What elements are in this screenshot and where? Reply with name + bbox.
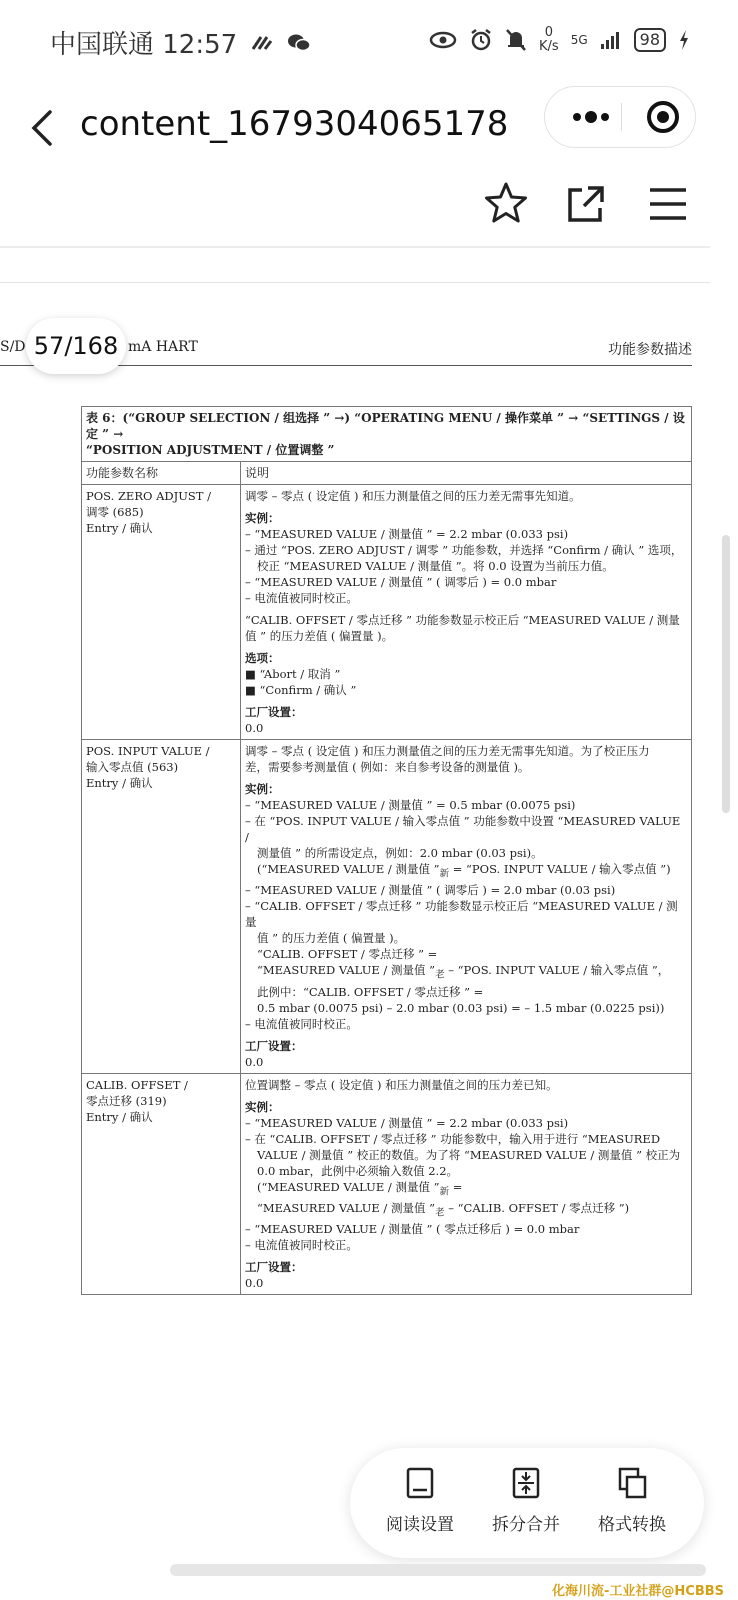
param-desc-cell: 调零 – 零点 ( 设定值 ) 和压力测量值之间的压力差无需事先知道。 实例： – “MEASURED VALUE / 测量值 ” = 2.2 mbar (0.033 psi) – 通过 “POS. ZERO ADJUST / 调零 ” 功能参数，并选择 “Confirm / 确认 ” 选项， 校正 “MEASURED VALUE / 测量值 ”。将 0.0 设置为当前压力值。 – “MEASURED VALUE / 测量值 ” ( 调零后 ) = 0.0 mbar – 电流值被同时校正。 “CALIB. OFFSET / 零点迁移 ” 功能参数显示校正后 “MEASURED VALUE / 测量 值 ” 的压力差值 ( 偏置量 )。 选项： ■ “Abort / 取消 ” ■ “Confirm / 确认 ” 工厂设置： 0.0 xyxy=(241,485,692,740)
table-row xyxy=(82,1073,692,1295)
status-bar xyxy=(0,0,738,84)
vertical-scrollbar[interactable] xyxy=(722,535,730,813)
split-merge-label: 拆分合并 xyxy=(492,1515,560,1535)
page-indicator: 57/168 xyxy=(26,318,126,374)
param-name-cell: POS. INPUT VALUE / 输入零点值 (563) Entry / 确认 xyxy=(82,740,241,1074)
table-header-row xyxy=(82,462,692,485)
table-row xyxy=(82,485,692,740)
split-merge-icon xyxy=(510,1466,542,1500)
toolbar-divider xyxy=(0,246,710,248)
col-header-desc: 说明 xyxy=(241,462,692,485)
format-convert-icon xyxy=(616,1466,648,1500)
param-name-cell: CALIB. OFFSET / 零点迁移 (319) Entry / 确认 xyxy=(82,1073,241,1295)
header-left: S/D xyxy=(0,339,26,355)
parameter-table xyxy=(81,406,692,1295)
star-icon[interactable] xyxy=(482,180,530,228)
signal-5g: 5G xyxy=(570,33,588,47)
read-settings-button[interactable] xyxy=(370,1466,470,1535)
header-model: mA HART xyxy=(128,339,198,355)
more-dots-icon[interactable] xyxy=(569,105,613,129)
data-saver-icon xyxy=(251,33,273,53)
horizontal-scrollbar[interactable] xyxy=(170,1564,706,1576)
col-header-name: 功能参数名称 xyxy=(82,462,241,485)
carrier-time-group xyxy=(50,24,311,61)
title-bar xyxy=(0,84,738,174)
read-settings-label: 阅读设置 xyxy=(386,1515,454,1535)
status-icons xyxy=(429,26,690,54)
close-target-icon[interactable] xyxy=(645,99,681,135)
wechat-icon xyxy=(287,33,311,53)
carrier-time: 中国联通 12:57 xyxy=(50,30,238,60)
share-icon[interactable] xyxy=(562,180,610,228)
signal-bars-icon xyxy=(600,30,622,50)
bottom-action-panel xyxy=(350,1448,704,1558)
net-speed: 0 K/s xyxy=(539,25,559,54)
capsule-divider xyxy=(621,103,622,131)
page-title: content_1679304065178 xyxy=(80,104,509,144)
back-arrow-icon[interactable] xyxy=(24,106,64,150)
read-settings-icon xyxy=(404,1466,436,1500)
param-desc-cell: 调零 – 零点 ( 设定值 ) 和压力测量值之间的压力差无需事先知道。为了校正压力 差，需要参考测量值 ( 例如：来自参考设备的测量值 )。 实例： – “MEASURED VALUE / 测量值 ” = 0.5 mbar (0.0075 psi) – 在 “POS. INPUT VALUE / 输入零点值 ” 功能参数中设置 “MEASURED VALUE / 测量值 ” 的所需设定点，例如：2.0 mbar (0.03 psi)。 (“MEASURED VALUE / 测量值 $”_新$ = “POS. INPUT VALUE / 输入零点值 ”) – “MEASURED VALUE / 测量值 ” ( 调零后 ) = 2.0 mbar (0.03 psi) – “CALIB. OFFSET / 零点迁移 ” 功能参数显示校正后 “MEASURED VALUE / 测量 值 ” 的压力差值 ( 偏置量 )。 “CALIB. OFFSET / 零点迁移 ” = “MEASURED VALUE / 测量值 $”_老$ – “POS. INPUT VALUE / 输入零点值 ”， 此例中：“CALIB. OFFSET / 零点迁移 ” = 0.5 mbar (0.0075 psi) – 2.0 mbar (0.03 psi) = – 1.5 mbar (0.0225 psi)) – 电流值被同时校正。 工厂设置： 0.0 xyxy=(241,740,692,1074)
format-convert-label: 格式转换 xyxy=(598,1515,666,1535)
split-merge-button[interactable] xyxy=(476,1466,576,1535)
charging-icon xyxy=(678,29,690,51)
table-row xyxy=(82,740,692,1074)
mute-bell-icon xyxy=(505,28,527,52)
table-caption: 表 6：(“GROUP SELECTION / 组选择 ” →) “OPERATING MENU / 操作菜单 ” → “SETTINGS / 设定 ” → “POSITION ADJUSTMENT / 位置调整 ” xyxy=(82,407,692,462)
battery-level: 98 xyxy=(634,28,666,52)
param-desc-cell: 位置调整 – 零点 ( 设定值 ) 和压力测量值之间的压力差已知。 实例： – “MEASURED VALUE / 测量值 ” = 2.2 mbar (0.033 psi) – 在 “CALIB. OFFSET / 零点迁移 ” 功能参数中，输入用于进行 “MEASURED VALUE / 测量值 ” 校正的数值。为了将 “MEASURED VALUE / 测量值 ” 校正为 0.0 mbar，此例中必须输入数值 2.2。 (“MEASURED VALUE / 测量值 $”_新$ = “MEASURED VALUE / 测量值 $”_老$ – “CALIB. OFFSET / 零点迁移 ”) – “MEASURED VALUE / 测量值 ” ( 零点迁移后 ) = 0.0 mbar – 电流值被同时校正。 工厂设置： 0.0 xyxy=(241,1073,692,1295)
table-caption-row xyxy=(82,407,692,462)
header-section: 功能参数描述 xyxy=(608,342,692,358)
document-toolbar xyxy=(0,174,738,246)
format-convert-button[interactable] xyxy=(582,1466,682,1535)
watermark-text: 化海川流-工业社群@HCBBS xyxy=(552,1584,724,1599)
param-name-cell: POS. ZERO ADJUST / 调零 (685) Entry / 确认 xyxy=(82,485,241,740)
eye-icon xyxy=(429,30,457,50)
menu-icon[interactable] xyxy=(644,180,692,228)
mini-program-capsule xyxy=(544,86,696,148)
alarm-icon xyxy=(469,28,493,52)
